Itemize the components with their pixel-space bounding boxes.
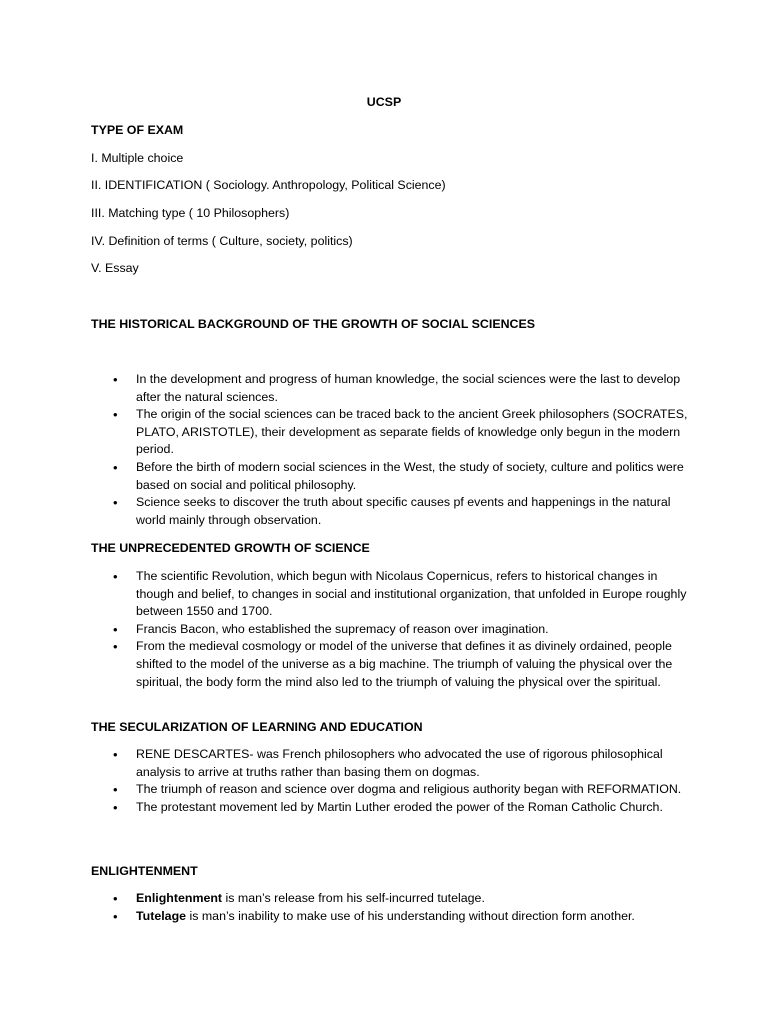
bullet-icon: • xyxy=(113,799,118,815)
list-item-text: The scientific Revolution, which begun with Nicolaus Copernicus, refers to historical changes in though and belief, to changes in social and institutional organization, that unfolded in Europe roughly between 1550 and 1700. xyxy=(136,569,687,619)
bullet-icon: • xyxy=(113,891,118,906)
list-item xyxy=(91,494,691,529)
section-heading-growth-of-science: THE UNPRECEDENTED GROWTH OF SCIENCE xyxy=(91,541,370,555)
list-item xyxy=(91,638,691,691)
bullet-list-enlightenment xyxy=(91,890,691,925)
list-item xyxy=(91,890,691,908)
page-title: UCSP xyxy=(366,95,402,109)
exam-item-1: I. Multiple choice xyxy=(91,151,184,165)
exam-item-2: II. IDENTIFICATION ( Sociology. Anthropology, Political Science) xyxy=(91,178,446,192)
bullet-icon: • xyxy=(113,407,118,423)
exam-type-heading: TYPE OF EXAM xyxy=(91,123,184,137)
list-item-text: Francis Bacon, who established the supremacy of reason over imagination. xyxy=(136,621,549,636)
bullet-icon: • xyxy=(113,782,118,798)
bullet-list-historical-background xyxy=(91,371,691,529)
exam-item-3: III. Matching type ( 10 Philosophers) xyxy=(91,206,290,220)
bullet-icon: • xyxy=(113,372,118,387)
bullet-list-secularization xyxy=(91,746,691,816)
list-item xyxy=(91,406,691,459)
bullet-icon: • xyxy=(113,495,118,511)
list-item-text: RENE DESCARTES- was French philosophers who advocated the use of rigorous philosophical analysis to arrive at truths rather than basing them on dogmas. xyxy=(136,747,663,779)
list-item xyxy=(91,459,691,494)
bullet-icon: • xyxy=(113,908,118,924)
section-heading-historical-background: THE HISTORICAL BACKGROUND OF THE GROWTH OF SOCIAL SCIENCES xyxy=(91,317,536,331)
bullet-list-growth-of-science xyxy=(91,568,691,691)
bullet-icon: • xyxy=(113,639,118,655)
list-item xyxy=(91,781,691,799)
list-item-text: The origin of the social sciences can be traced back to the ancient Greek philosophers (SOCRATES, PLATO, ARISTOTLE), their development as separate fields of knowledge only begun in the modern period. xyxy=(136,407,688,457)
list-item xyxy=(91,746,691,781)
list-item-text: In the development and progress of human knowledge, the social sciences were the last to develop after the natural sciences. xyxy=(136,372,681,404)
bullet-icon: • xyxy=(113,459,118,475)
list-item xyxy=(91,799,691,817)
term-tutelage: Tutelage xyxy=(136,908,187,923)
section-heading-secularization: THE SECULARIZATION OF LEARNING AND EDUCATION xyxy=(91,720,423,734)
bullet-icon: • xyxy=(113,621,118,637)
list-item xyxy=(91,568,691,621)
section-heading-enlightenment: ENLIGHTENMENT xyxy=(91,864,198,878)
list-item-text: The protestant movement led by Martin Luther eroded the power of the Roman Catholic Church. xyxy=(136,799,663,814)
list-item xyxy=(91,908,691,926)
bullet-icon: • xyxy=(113,569,118,584)
list-item-text: The triumph of reason and science over dogma and religious authority began with REFORMATION. xyxy=(136,782,682,797)
list-item-text: Science seeks to discover the truth about specific causes pf events and happenings in the natural world mainly through observation. xyxy=(136,495,671,527)
term-enlightenment: Enlightenment xyxy=(136,891,223,905)
list-item-text: Before the birth of modern social sciences in the West, the study of society, culture and politics were based on social and political philosophy. xyxy=(136,459,684,492)
exam-item-4: IV. Definition of terms ( Culture, society, politics) xyxy=(91,234,353,248)
definition-text: is man’s release from his self-incurred tutelage. xyxy=(222,891,485,905)
list-item xyxy=(91,371,691,406)
list-item-text: From the medieval cosmology or model of the universe that defines it as divinely ordained, people shifted to the model of the universe as a big machine. The triumph of valuing the physical over the spiritual, the body form the mind also led to the triumph of valuing the physical over the spiritual. xyxy=(136,639,673,689)
exam-item-5: V. Essay xyxy=(91,261,139,275)
list-item xyxy=(91,621,691,639)
definition-text: is man’s inability to make use of his understanding without direction form another. xyxy=(186,908,635,923)
bullet-icon: • xyxy=(113,747,118,762)
